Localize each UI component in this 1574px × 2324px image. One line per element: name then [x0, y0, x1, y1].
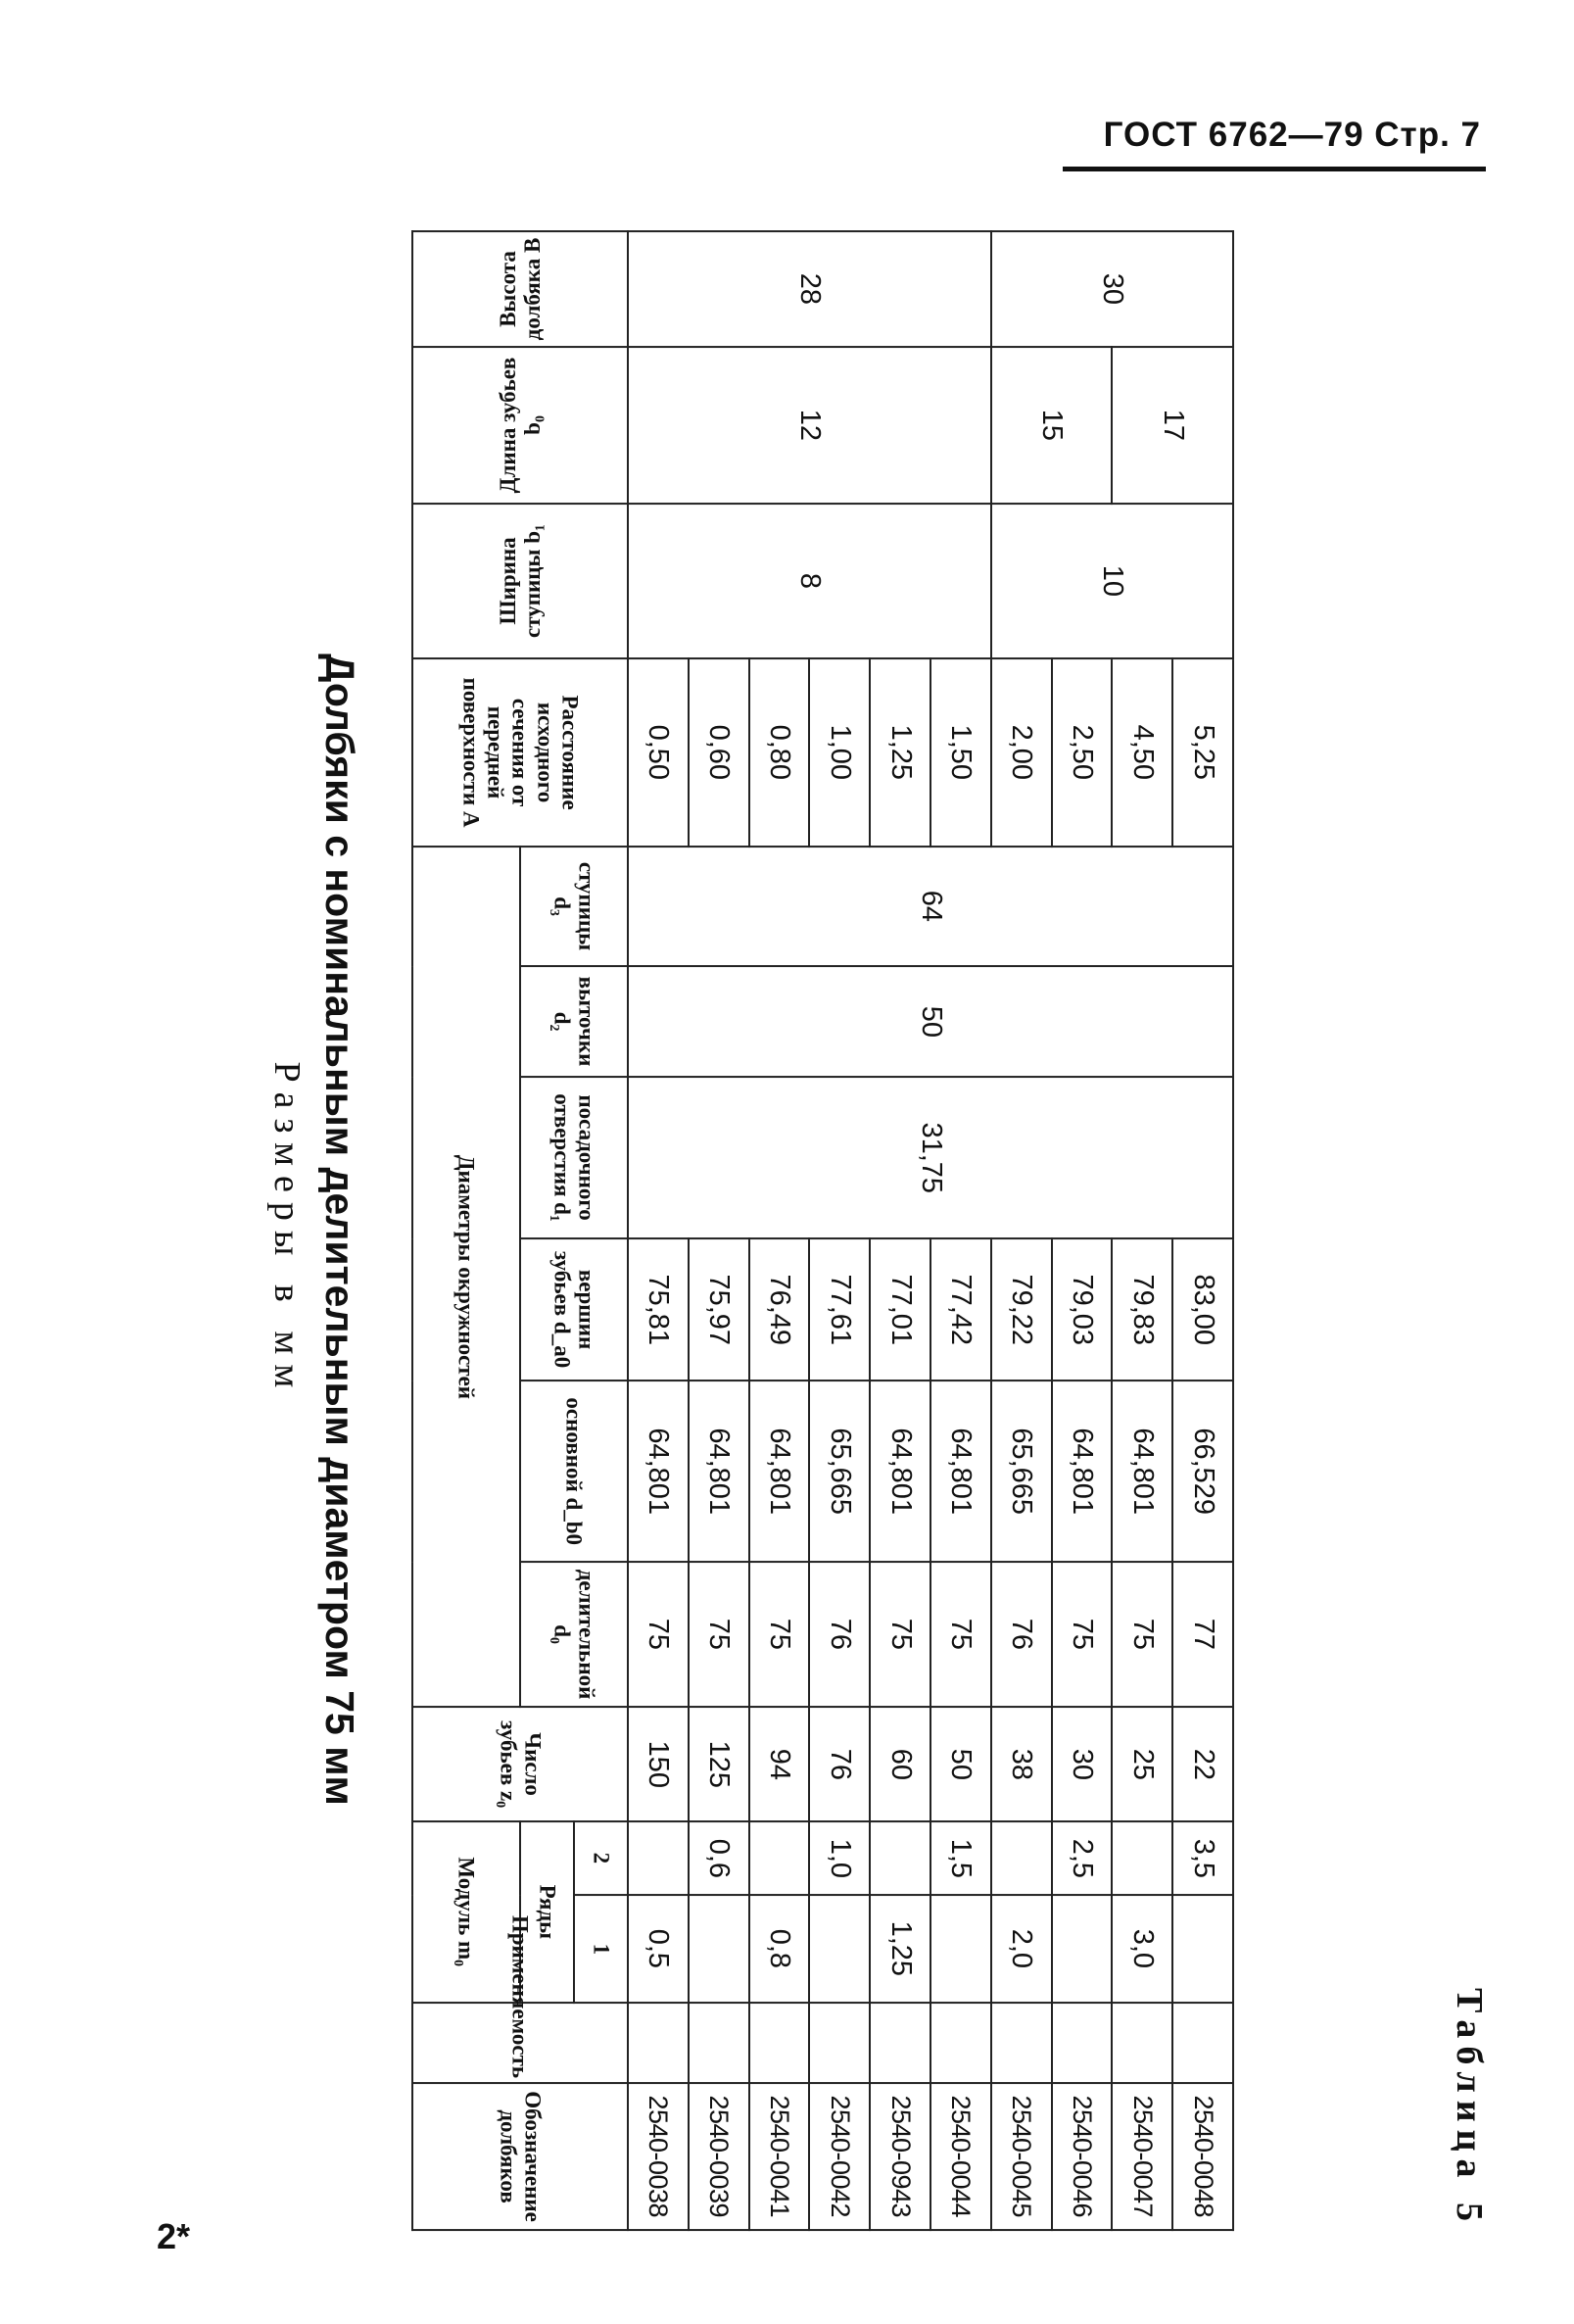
- table-units: Размеры в мм: [266, 1061, 308, 1398]
- hdr-rows: Ряды: [520, 1821, 574, 2003]
- cell-module-row1: [1052, 1895, 1113, 2003]
- cell-pitch: 75: [930, 1562, 991, 1707]
- cell-code: 2540-0047: [1112, 2083, 1172, 2230]
- cell-module-row2: [991, 1821, 1052, 1895]
- hdr-pitch: делительной d₀: [520, 1562, 628, 1707]
- hdr-designation: Обозначение долбяков: [412, 2083, 628, 2230]
- cell-module-row2: [749, 1821, 810, 1895]
- cell-module-row1: [809, 1895, 870, 2003]
- table-title: Долбяки с номинальным делительным диаметром 75 мм: [317, 654, 362, 1806]
- cell-teeth: 50: [930, 1707, 991, 1821]
- cell-module-row1: 0,8: [749, 1895, 810, 2003]
- cell-pitch: 77: [1172, 1562, 1233, 1707]
- cell-module-row2: 3,5: [1172, 1821, 1233, 1895]
- hdr-diameters: Диаметры окружностей: [412, 847, 520, 1707]
- cell-distance: 1,50: [930, 658, 991, 847]
- hdr-tip: вершин зубьев d_a0: [520, 1238, 628, 1380]
- cell-teeth: 150: [628, 1707, 689, 1821]
- cell-pitch: 75: [749, 1562, 810, 1707]
- hdr-height: Высота долбяка B: [412, 231, 628, 347]
- cell-tooth-length: 15: [991, 347, 1113, 504]
- cell-teeth: 30: [1052, 1707, 1113, 1821]
- cell-pitch: 75: [870, 1562, 930, 1707]
- cell-applicability: [689, 2003, 749, 2083]
- cell-teeth: 38: [991, 1707, 1052, 1821]
- cell-tip: 76,49: [749, 1238, 810, 1380]
- cell-code: 2540-0039: [689, 2083, 749, 2230]
- cell-distance: 4,50: [1112, 658, 1172, 847]
- table-number: Таблица 5: [1449, 1987, 1490, 2229]
- hdr-row1: 1: [574, 1895, 628, 2003]
- cell-teeth: 25: [1112, 1707, 1172, 1821]
- rotated-table-page: [157, 230, 1499, 2229]
- cell-applicability: [991, 2003, 1052, 2083]
- cell-module-row1: 3,0: [1112, 1895, 1172, 2003]
- cell-teeth: 60: [870, 1707, 930, 1821]
- hdr-module: Модуль m₀: [412, 1821, 520, 2003]
- cell-pitch: 75: [1052, 1562, 1113, 1707]
- cell-applicability: [870, 2003, 930, 2083]
- cell-code: 2540-0042: [809, 2083, 870, 2230]
- hdr-bore: посадочного отверстия d₁: [520, 1077, 628, 1238]
- cell-pitch: 76: [991, 1562, 1052, 1707]
- cell-tooth-length: 12: [628, 347, 991, 504]
- cell-base: 64,801: [1052, 1380, 1113, 1562]
- cell-tip: 79,22: [991, 1238, 1052, 1380]
- cell-code: 2540-0048: [1172, 2083, 1233, 2230]
- hdr-teeth: Число зубьев z₀: [412, 1707, 628, 1821]
- cell-base: 64,801: [930, 1380, 991, 1562]
- cell-base: 64,801: [870, 1380, 930, 1562]
- cell-distance: 1,25: [870, 658, 930, 847]
- cell-distance: 2,50: [1052, 658, 1113, 847]
- cell-module-row1: [1172, 1895, 1233, 2003]
- cell-teeth: 125: [689, 1707, 749, 1821]
- cell-applicability: [1112, 2003, 1172, 2083]
- cell-module-row1: [930, 1895, 991, 2003]
- hdr-base: основной d_b0: [520, 1380, 628, 1562]
- cell-code: 2540-0044: [930, 2083, 991, 2230]
- cell-hub-width: 10: [991, 504, 1233, 658]
- cell-hub: 64: [628, 847, 1233, 966]
- footer-mark: 2*: [157, 2216, 191, 2256]
- cell-code: 2540-0041: [749, 2083, 810, 2230]
- cell-base: 65,665: [809, 1380, 870, 1562]
- header-rule: [1063, 167, 1486, 171]
- cell-applicability: [749, 2003, 810, 2083]
- cell-applicability: [628, 2003, 689, 2083]
- hdr-recess: выточки d₂: [520, 966, 628, 1077]
- data-table: [411, 230, 1234, 2231]
- cell-distance: 1,00: [809, 658, 870, 847]
- cell-tip: 79,83: [1112, 1238, 1172, 1380]
- cell-code: 2540-0045: [991, 2083, 1052, 2230]
- cell-pitch: 75: [1112, 1562, 1172, 1707]
- cell-base: 66,529: [1172, 1380, 1233, 1562]
- cell-module-row2: 1,5: [930, 1821, 991, 1895]
- cell-height: 30: [991, 231, 1233, 347]
- cell-tip: 79,03: [1052, 1238, 1113, 1380]
- cell-distance: 0,50: [628, 658, 689, 847]
- cell-module-row2: 2,5: [1052, 1821, 1113, 1895]
- cell-tooth-length: 17: [1112, 347, 1233, 504]
- cell-teeth: 94: [749, 1707, 810, 1821]
- cell-recess: 50: [628, 966, 1233, 1077]
- cell-pitch: 75: [689, 1562, 749, 1707]
- cell-distance: 0,60: [689, 658, 749, 847]
- cell-module-row2: 0,6: [689, 1821, 749, 1895]
- hdr-hub: ступицы d₃: [520, 847, 628, 966]
- cell-applicability: [930, 2003, 991, 2083]
- cell-module-row1: 2,0: [991, 1895, 1052, 2003]
- cell-module-row1: 1,25: [870, 1895, 930, 2003]
- cell-module-row2: 1,0: [809, 1821, 870, 1895]
- cell-tip: 75,97: [689, 1238, 749, 1380]
- cell-module-row2: [628, 1821, 689, 1895]
- hdr-row2: 2: [574, 1821, 628, 1895]
- cell-base: 65,665: [991, 1380, 1052, 1562]
- cell-tip: 77,42: [930, 1238, 991, 1380]
- cell-code: 2540-0943: [870, 2083, 930, 2230]
- cell-module-row2: [870, 1821, 930, 1895]
- cell-height: 28: [628, 231, 991, 347]
- page-header: ГОСТ 6762—79 Стр. 7: [1103, 116, 1481, 154]
- hdr-hub-width: Ширина ступицы b₁: [412, 504, 628, 658]
- cell-distance: 2,00: [991, 658, 1052, 847]
- cell-pitch: 75: [628, 1562, 689, 1707]
- cell-pitch: 76: [809, 1562, 870, 1707]
- cell-applicability: [1052, 2003, 1113, 2083]
- cell-module-row2: [1112, 1821, 1172, 1895]
- cell-module-row1: [689, 1895, 749, 2003]
- cell-applicability: [1172, 2003, 1233, 2083]
- cell-applicability: [809, 2003, 870, 2083]
- cell-teeth: 22: [1172, 1707, 1233, 1821]
- cell-tip: 77,01: [870, 1238, 930, 1380]
- hdr-distance: Расстояние исходного сечения от передней поверхности A: [412, 658, 628, 847]
- cell-base: 64,801: [628, 1380, 689, 1562]
- cell-base: 64,801: [689, 1380, 749, 1562]
- cell-distance: 5,25: [1172, 658, 1233, 847]
- cell-code: 2540-0046: [1052, 2083, 1113, 2230]
- cell-hub-width: 8: [628, 504, 991, 658]
- cell-distance: 0,80: [749, 658, 810, 847]
- cell-base: 64,801: [749, 1380, 810, 1562]
- cell-bore: 31,75: [628, 1077, 1233, 1238]
- cell-teeth: 76: [809, 1707, 870, 1821]
- hdr-tooth-length: Длина зубьев b₀: [412, 347, 628, 504]
- cell-code: 2540-0038: [628, 2083, 689, 2230]
- cell-tip: 83,00: [1172, 1238, 1233, 1380]
- cell-tip: 77,61: [809, 1238, 870, 1380]
- cell-tip: 75,81: [628, 1238, 689, 1380]
- hdr-applicability: Применяемость: [412, 2003, 628, 2083]
- cell-module-row1: 0,5: [628, 1895, 689, 2003]
- cell-base: 64,801: [1112, 1380, 1172, 1562]
